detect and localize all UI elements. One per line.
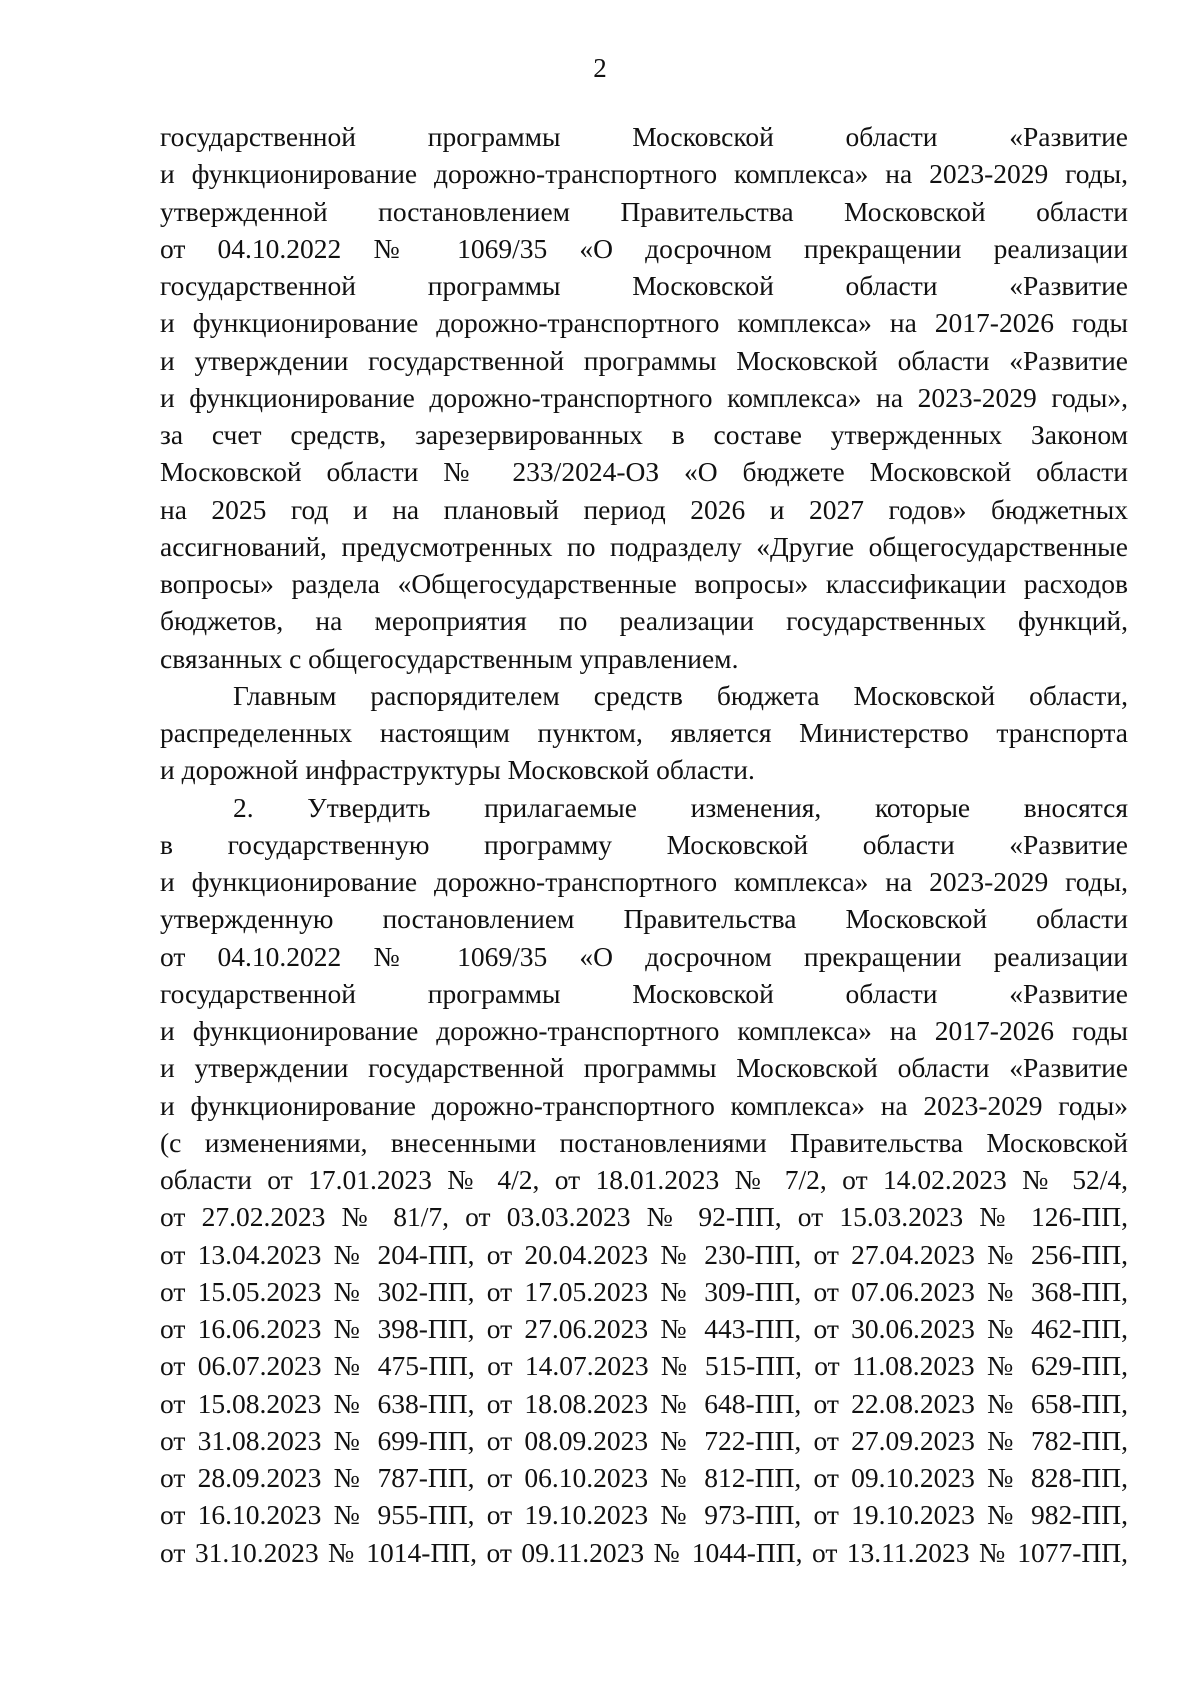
text-line: вопросы» раздела «Общегосударственные вопросы» классификации расходов (160, 568, 1128, 599)
text-line: бюджетов, на мероприятия по реализации государственных функций, (160, 605, 1128, 637)
page-number: 2 (593, 53, 607, 83)
text-line: Московской области № 233/2024-ОЗ «О бюджете Московской области (160, 456, 1128, 488)
text-line: от 13.04.2023 № 204-ПП, от 20.04.2023 № 230-ПП, от 27.04.2023 № 256-ПП, (160, 1238, 1128, 1270)
text-line: в государственную программу Московской области «Развитие (160, 828, 1128, 860)
text-line: утвержденной постановлением Правительства Московской области (160, 195, 1128, 227)
text-line: и функционирование дорожно-транспортного комплекса» на 2017-2026 годы (160, 307, 1128, 339)
text-line: от 15.08.2023 № 638-ПП, от 18.08.2023 № 648-ПП, от 22.08.2023 № 658-ПП, (160, 1387, 1128, 1419)
text-line: и утверждении государственной программы Московской области «Развитие (160, 1052, 1128, 1084)
text-line: и функционирование дорожно-транспортного комплекса» на 2023-2029 годы, (160, 866, 1128, 897)
text-line: и функционирование дорожно-транспортного комплекса» на 2023-2029 годы» (160, 1089, 1128, 1121)
text-line: от 15.05.2023 № 302-ПП, от 17.05.2023 № 309-ПП, от 07.06.2023 № 368-ПП, (160, 1275, 1128, 1307)
text-line: от 28.09.2023 № 787-ПП, от 06.10.2023 № 812-ПП, от 09.10.2023 № 828-ПП, (160, 1462, 1128, 1493)
text-line: от 31.08.2023 № 699-ПП, от 08.09.2023 № 722-ПП, от 27.09.2023 № 782-ПП, (160, 1424, 1128, 1456)
text-line: от 06.07.2023 № 475-ПП, от 14.07.2023 № 515-ПП, от 11.08.2023 № 629-ПП, (160, 1350, 1128, 1382)
text-line: и функционирование дорожно-транспортного комплекса» на 2017-2026 годы (160, 1015, 1128, 1046)
text-line: от 16.06.2023 № 398-ПП, от 27.06.2023 № 443-ПП, от 30.06.2023 № 462-ПП, (160, 1313, 1128, 1344)
text-line: государственной программы Московской области «Развитие (160, 977, 1128, 1009)
text-line: от 31.10.2023 № 1014-ПП, от 09.11.2023 № 1044-ПП, от 13.11.2023 № 1077-ПП, (160, 1536, 1128, 1568)
text-line: от 16.10.2023 № 955-ПП, от 19.10.2023 № 973-ПП, от 19.10.2023 № 982-ПП, (160, 1499, 1128, 1531)
text-line: ассигнований, предусмотренных по подразделу «Другие общегосударственные (160, 530, 1128, 562)
text-line: связанных с общегосударственным управлением. (160, 642, 739, 674)
text-line: области от 17.01.2023 № 4/2, от 18.01.2023 № 7/2, от 14.02.2023 № 52/4, (160, 1164, 1128, 1195)
text-line: утвержденную постановлением Правительства Московской области (160, 903, 1128, 935)
text-line: распределенных настоящим пунктом, является Министерство транспорта (160, 717, 1128, 748)
text-line: и функционирование дорожно-транспортного комплекса» на 2023-2029 годы», (160, 381, 1128, 413)
text-line: 2. Утвердить прилагаемые изменения, которые вносятся (233, 791, 1128, 823)
text-line: от 27.02.2023 № 81/7, от 03.03.2023 № 92-ПП, от 15.03.2023 № 126-ПП, (160, 1201, 1128, 1233)
text-line: (с изменениями, внесенными постановлениями Правительства Московской (160, 1126, 1128, 1158)
document-body (160, 118, 1128, 1571)
text-line: Главным распорядителем средств бюджета Московской области, (233, 679, 1128, 711)
text-line: от 04.10.2022 № 1069/35 «О досрочном прекращении реализации (160, 232, 1128, 264)
text-line: государственной программы Московской области «Развитие (160, 270, 1128, 301)
text-line: и функционирование дорожно-транспортного комплекса» на 2023-2029 годы, (160, 158, 1128, 190)
text-line: и дорожной инфраструктуры Московской области. (160, 754, 755, 786)
text-line: на 2025 год и на плановый период 2026 и 2027 годов» бюджетных (160, 493, 1128, 525)
text-line: государственной программы Московской области «Развитие (160, 121, 1128, 152)
text-line: от 04.10.2022 № 1069/35 «О досрочном прекращении реализации (160, 940, 1128, 972)
text-line: за счет средств, зарезервированных в составе утвержденных Законом (160, 419, 1128, 450)
text-line: и утверждении государственной программы Московской области «Развитие (160, 344, 1128, 376)
